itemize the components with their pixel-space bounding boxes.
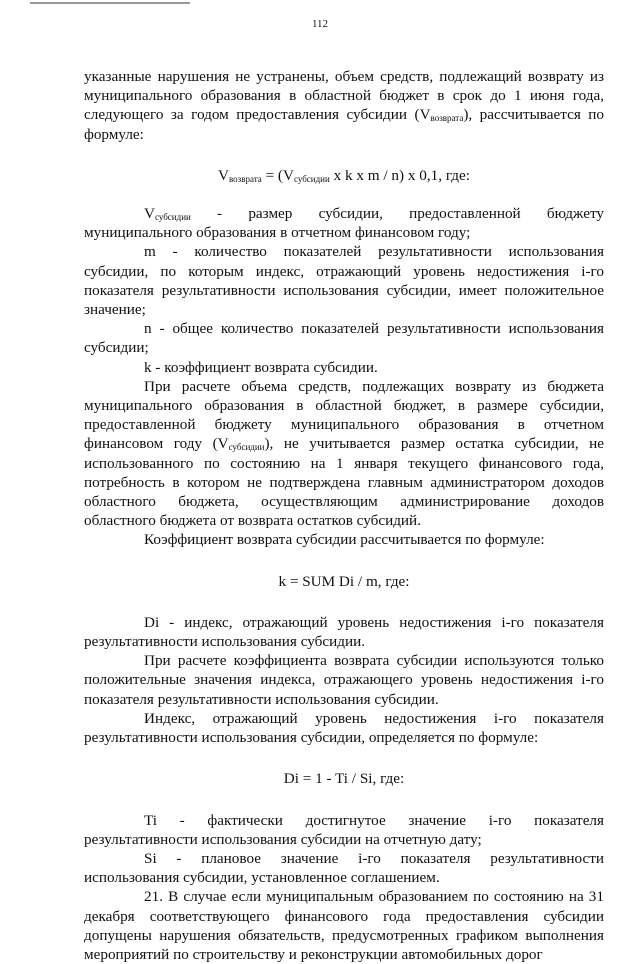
definition-si: Si - плановое значение i-го показателя результативности использования субсидии, установленное соглашением. bbox=[84, 849, 604, 887]
paragraph-text: указанные нарушения не устранены, объем средств, подлежащий возврату из муниципального образования в областной бюджет в срок до 1 июня года, следующего за годом предоставления субсидии (V bbox=[84, 68, 604, 124]
subscript: субсидии bbox=[293, 173, 330, 184]
formula-coefficient: k = SUM Di / m, где: bbox=[278, 572, 410, 590]
document-body bbox=[84, 67, 604, 964]
paragraph-text: ), рассчитывается по формуле: bbox=[84, 106, 605, 143]
paragraph-21: 21. В случае если муниципальным образованием по состоянию на 31 декабря соответствующего финансового года предоставления субсидии допущены нарушения обязательств, предусмотренных графиком выполнения мероприятий по строительству и реконструкции автомобильных дорог bbox=[84, 888, 604, 963]
paragraph-coefficient-intro: Коэффициент возврата субсидии рассчитывается по формуле: bbox=[144, 531, 545, 549]
paragraph-positive-values: При расчете коэффициента возврата субсидии используются только положительные значения индекса, отражающего уровень недостижения i-го показателя результативности использования субсидии. bbox=[84, 652, 604, 708]
definition-n: n - общее количество показателей результативности использования субсидии; bbox=[84, 320, 604, 357]
definition-part: - размер субсидии, предоставленной бюджету муниципального образования в отчетном финансовом году; bbox=[84, 205, 604, 242]
subscript: возврата bbox=[430, 113, 464, 124]
top-rule bbox=[30, 2, 190, 4]
definition-di: Di - индекс, отражающий уровень недостижения i-го показателя результативности использования субсидии. bbox=[84, 613, 604, 651]
definition-k: k - коэффициент возврата субсидии. bbox=[144, 358, 378, 376]
definition-part: V bbox=[144, 205, 155, 223]
subscript: возврата bbox=[228, 173, 262, 184]
definition-v-subsidy bbox=[84, 204, 604, 242]
formula-part: x k x m / n) x 0,1, где: bbox=[329, 166, 470, 184]
subscript: субсидии bbox=[154, 212, 191, 223]
subscript: субсидии bbox=[228, 442, 265, 453]
definition-ti: Ti - фактически достигнутое значение i-го показателя результативности использования субсидии на отчетную дату; bbox=[84, 811, 604, 848]
paragraph-index-intro: Индекс, отражающий уровень недостижения i-го показателя результативности использования субсидии, определяется по формуле: bbox=[84, 709, 604, 747]
definition-m: m - количество показателей результативности использования субсидии, по которым индекс, отражающий уровень недостижения i-го показателя результативности использования субсидии, имеет положительное значение; bbox=[84, 243, 604, 319]
formula-index: Di = 1 - Ti / Si, где: bbox=[283, 770, 405, 788]
formula-part: V bbox=[218, 166, 229, 184]
paragraph-text: При расчете объема средств, подлежащих возврату из бюджета муниципального образования в областной бюджет, в размере субсидии, предоставленной бюджету муниципального образования в отчетном финансовом году (V bbox=[84, 377, 604, 453]
paragraph-continuation bbox=[84, 67, 604, 144]
page-number: 112 bbox=[311, 18, 329, 30]
paragraph-text: ), не учитывается размер остатка субсидии, не использованного по состоянию на 1 января текущего финансового года, потребность в котором не подтверждена главным администратором доходов областного бюджета, осуществляющим администрирование доходов областного бюджета от возврата остатков субсидий. bbox=[84, 435, 605, 530]
formula-return-volume bbox=[84, 166, 604, 185]
paragraph-calculation-note bbox=[84, 377, 604, 531]
formula-part: = (V bbox=[261, 166, 294, 184]
